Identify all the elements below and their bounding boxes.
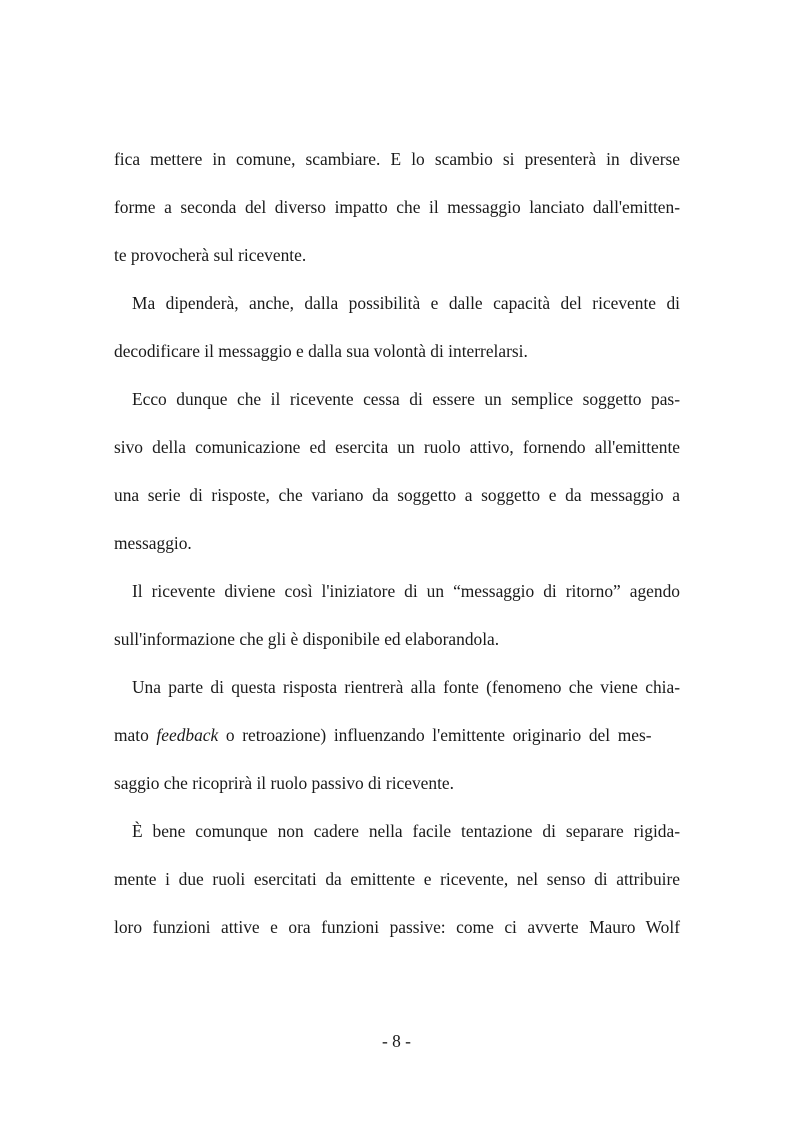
- text-line: decodificare il messaggio e dalla sua volontà di interrelarsi.: [114, 341, 528, 361]
- text-run: mato: [114, 725, 157, 745]
- text-run: o retroazione) influenzando l'emittente originario del mes-: [218, 725, 652, 745]
- text-line: Una parte di questa risposta rientrerà alla fonte (fenomeno che viene chia-: [132, 677, 680, 697]
- text-line: sull'informazione che gli è disponibile ed elaborandola.: [114, 629, 500, 649]
- text-line: sivo della comunicazione ed esercita un ruolo attivo, fornendo all'emittente: [114, 437, 680, 457]
- text-line-with-emphasis: [114, 724, 680, 746]
- text-line: te provocherà sul ricevente.: [114, 245, 307, 265]
- text-line: messaggio.: [114, 533, 192, 553]
- text-line: Ma dipenderà, anche, dalla possibilità e dalle capacità del ricevente di: [132, 293, 680, 313]
- text-line: Il ricevente diviene così l'iniziatore di un “messaggio di ritorno” agendo: [132, 581, 680, 601]
- emphasized-term: feedback: [156, 725, 219, 745]
- text-line: mente i due ruoli esercitati da emittente e ricevente, nel senso di attribuire: [114, 869, 680, 889]
- text-line: È bene comunque non cadere nella facile tentazione di separare rigida-: [132, 821, 680, 841]
- text-line: loro funzioni attive e ora funzioni passive: come ci avverte Mauro Wolf: [114, 917, 680, 937]
- text-line: fica mettere in comune, scambiare. E lo scambio si presenterà in diverse: [114, 149, 680, 169]
- text-line: una serie di risposte, che variano da soggetto a soggetto e da messaggio a: [114, 485, 680, 505]
- text-line: Ecco dunque che il ricevente cessa di essere un semplice soggetto pas-: [132, 389, 680, 409]
- text-line: saggio che ricoprirà il ruolo passivo di ricevente.: [114, 773, 454, 793]
- text-line: forme a seconda del diverso impatto che il messaggio lanciato dall'emitten-: [114, 197, 680, 217]
- page-number: - 8 -: [382, 1031, 411, 1051]
